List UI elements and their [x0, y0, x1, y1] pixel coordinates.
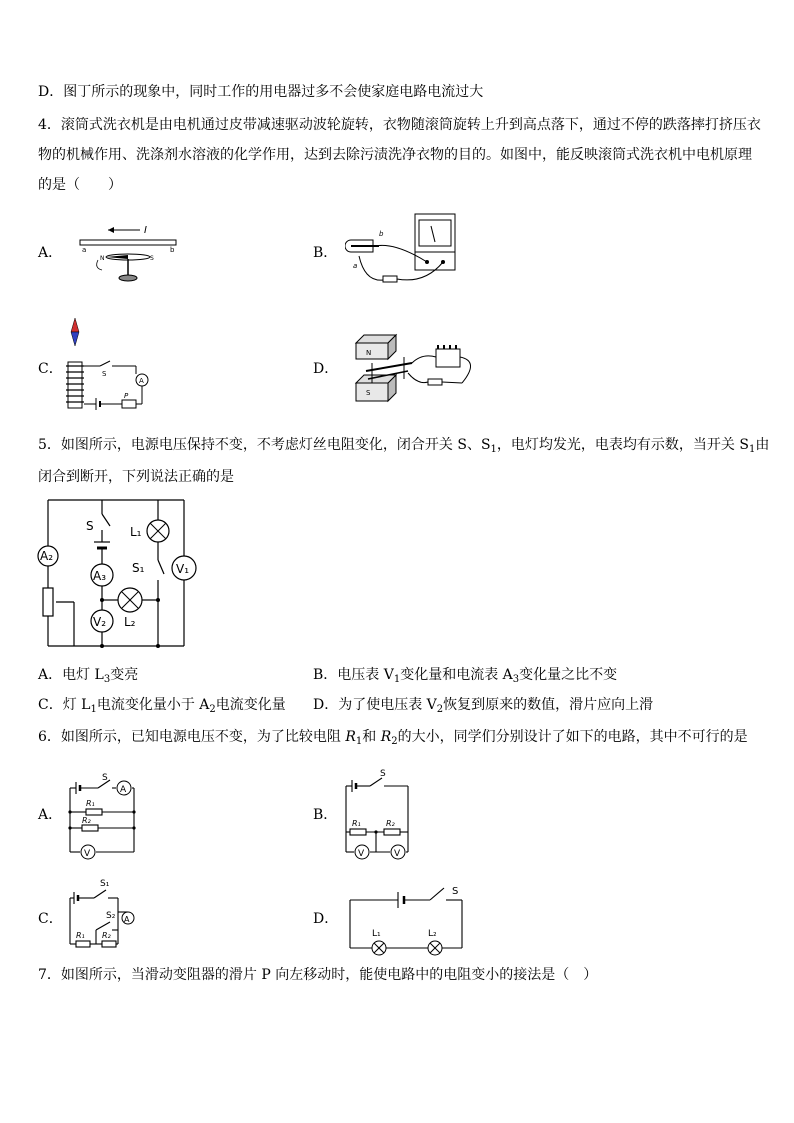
q4-stem-line3: 的是（ ） — [38, 177, 122, 193]
q4-figure-c-electromagnet — [62, 316, 162, 412]
q6-figure-d — [346, 880, 470, 956]
svg-text:A: A — [139, 377, 144, 385]
q4-option-a-label: A． — [38, 245, 63, 261]
svg-text:A: A — [124, 915, 130, 924]
label-a2: A₂ — [40, 549, 54, 563]
svg-text:S: S — [150, 255, 154, 262]
q4-stem-line1: 4．滚筒式洗衣机是由电机通过皮带减速驱动波轮旋转，衣物随滚筒旋转上升到高点落下，通过不停的跌落摔打挤压衣 — [38, 117, 761, 133]
q3-option-d: D．图丁所示的现象中，同时工作的用电器过多不会使家庭电路电流过大 — [38, 84, 484, 100]
q5-option-c: C．灯 $L_1$电流变化量小于 $A_2$电流变化量 — [38, 697, 286, 715]
svg-text:V: V — [394, 849, 401, 859]
label-a3: A₃ — [93, 569, 107, 583]
q6-figure-a — [64, 768, 144, 864]
q4-option-d-label: D． — [313, 361, 339, 377]
svg-text:b: b — [170, 246, 175, 254]
svg-text:R₂: R₂ — [82, 816, 91, 825]
svg-text:S: S — [380, 769, 386, 779]
q6-option-a-label: A． — [38, 807, 63, 823]
svg-text:b: b — [379, 230, 384, 238]
label-l2: L₂ — [124, 615, 136, 629]
q5-option-d: D．为了使电压表 $V_2$恢复到原来的数值，滑片应向上滑 — [313, 697, 654, 715]
label-v1: V₁ — [176, 562, 190, 576]
svg-text:R₁: R₁ — [86, 799, 95, 808]
q6-option-b-label: B． — [313, 807, 338, 823]
label-l1: L₁ — [130, 525, 142, 539]
svg-text:S: S — [452, 886, 459, 897]
q5-option-b: B．电压表 $V_1$变化量和电流表 $A_3$变化量之比不变 — [313, 667, 618, 685]
svg-text:S: S — [102, 370, 107, 378]
q5-stem-line1: 5．如图所示，电源电压保持不变，不考虑灯丝电阻变化，闭合开关 S、$S_1$，电灯均发光，电表均有示数，当开关 $S_1$由 — [38, 437, 770, 455]
label-s1: S₁ — [132, 561, 145, 575]
q6-figure-b — [340, 766, 420, 866]
q4-option-c-label: C． — [38, 361, 63, 377]
q4-stem-line2: 物的机械作用、洗涤剂水溶液的化学作用，达到去除污渍洗净衣物的目的。如图中，能反映滚筒式洗衣机中电机原理 — [38, 147, 752, 163]
q5-circuit-diagram — [34, 496, 210, 652]
svg-text:S: S — [102, 773, 108, 783]
svg-text:S₂: S₂ — [106, 911, 116, 921]
label-s: S — [86, 519, 94, 533]
svg-text:N: N — [366, 349, 372, 357]
svg-text:L₁: L₁ — [372, 929, 381, 939]
q5-stem-line2: 闭合到断开，下列说法正确的是 — [38, 469, 234, 485]
q7-stem: 7．如图所示，当滑动变阻器的滑片 P 向左移动时，能使电路中的电阻变小的接法是（ ） — [38, 967, 598, 983]
svg-text:I: I — [144, 225, 147, 236]
q6-option-d-label: D． — [313, 911, 339, 927]
svg-text:S₁: S₁ — [100, 879, 110, 889]
svg-text:R₂: R₂ — [386, 819, 395, 828]
q6-figure-c — [64, 874, 144, 954]
q4-figure-b-induction — [345, 212, 465, 290]
q4-option-b-label: B． — [313, 245, 338, 261]
svg-text:R₁: R₁ — [352, 819, 361, 828]
svg-text:S: S — [366, 389, 371, 397]
svg-text:V: V — [358, 849, 365, 859]
svg-text:N: N — [100, 255, 105, 262]
svg-text:L₂: L₂ — [428, 929, 437, 939]
svg-text:a: a — [82, 246, 87, 254]
q6-option-c-label: C． — [38, 911, 63, 927]
svg-text:P: P — [124, 392, 129, 400]
q5-option-a: A．电灯 $L_3$变亮 — [38, 667, 139, 685]
label-v2: V₂ — [93, 615, 107, 629]
q4-figure-d-motor — [352, 333, 482, 405]
svg-text:A: A — [120, 785, 127, 795]
svg-text:R₂: R₂ — [102, 931, 111, 940]
svg-text:V: V — [84, 849, 91, 859]
svg-text:R₁: R₁ — [76, 931, 85, 940]
svg-text:a: a — [353, 262, 358, 270]
q6-stem: 6．如图所示，已知电源电压不变，为了比较电阻 $R_1$和 $R_2$的大小，同学们分别设计了如下的电路，其中不可行的是 — [38, 729, 748, 747]
q4-figure-a-oersted — [78, 220, 178, 286]
